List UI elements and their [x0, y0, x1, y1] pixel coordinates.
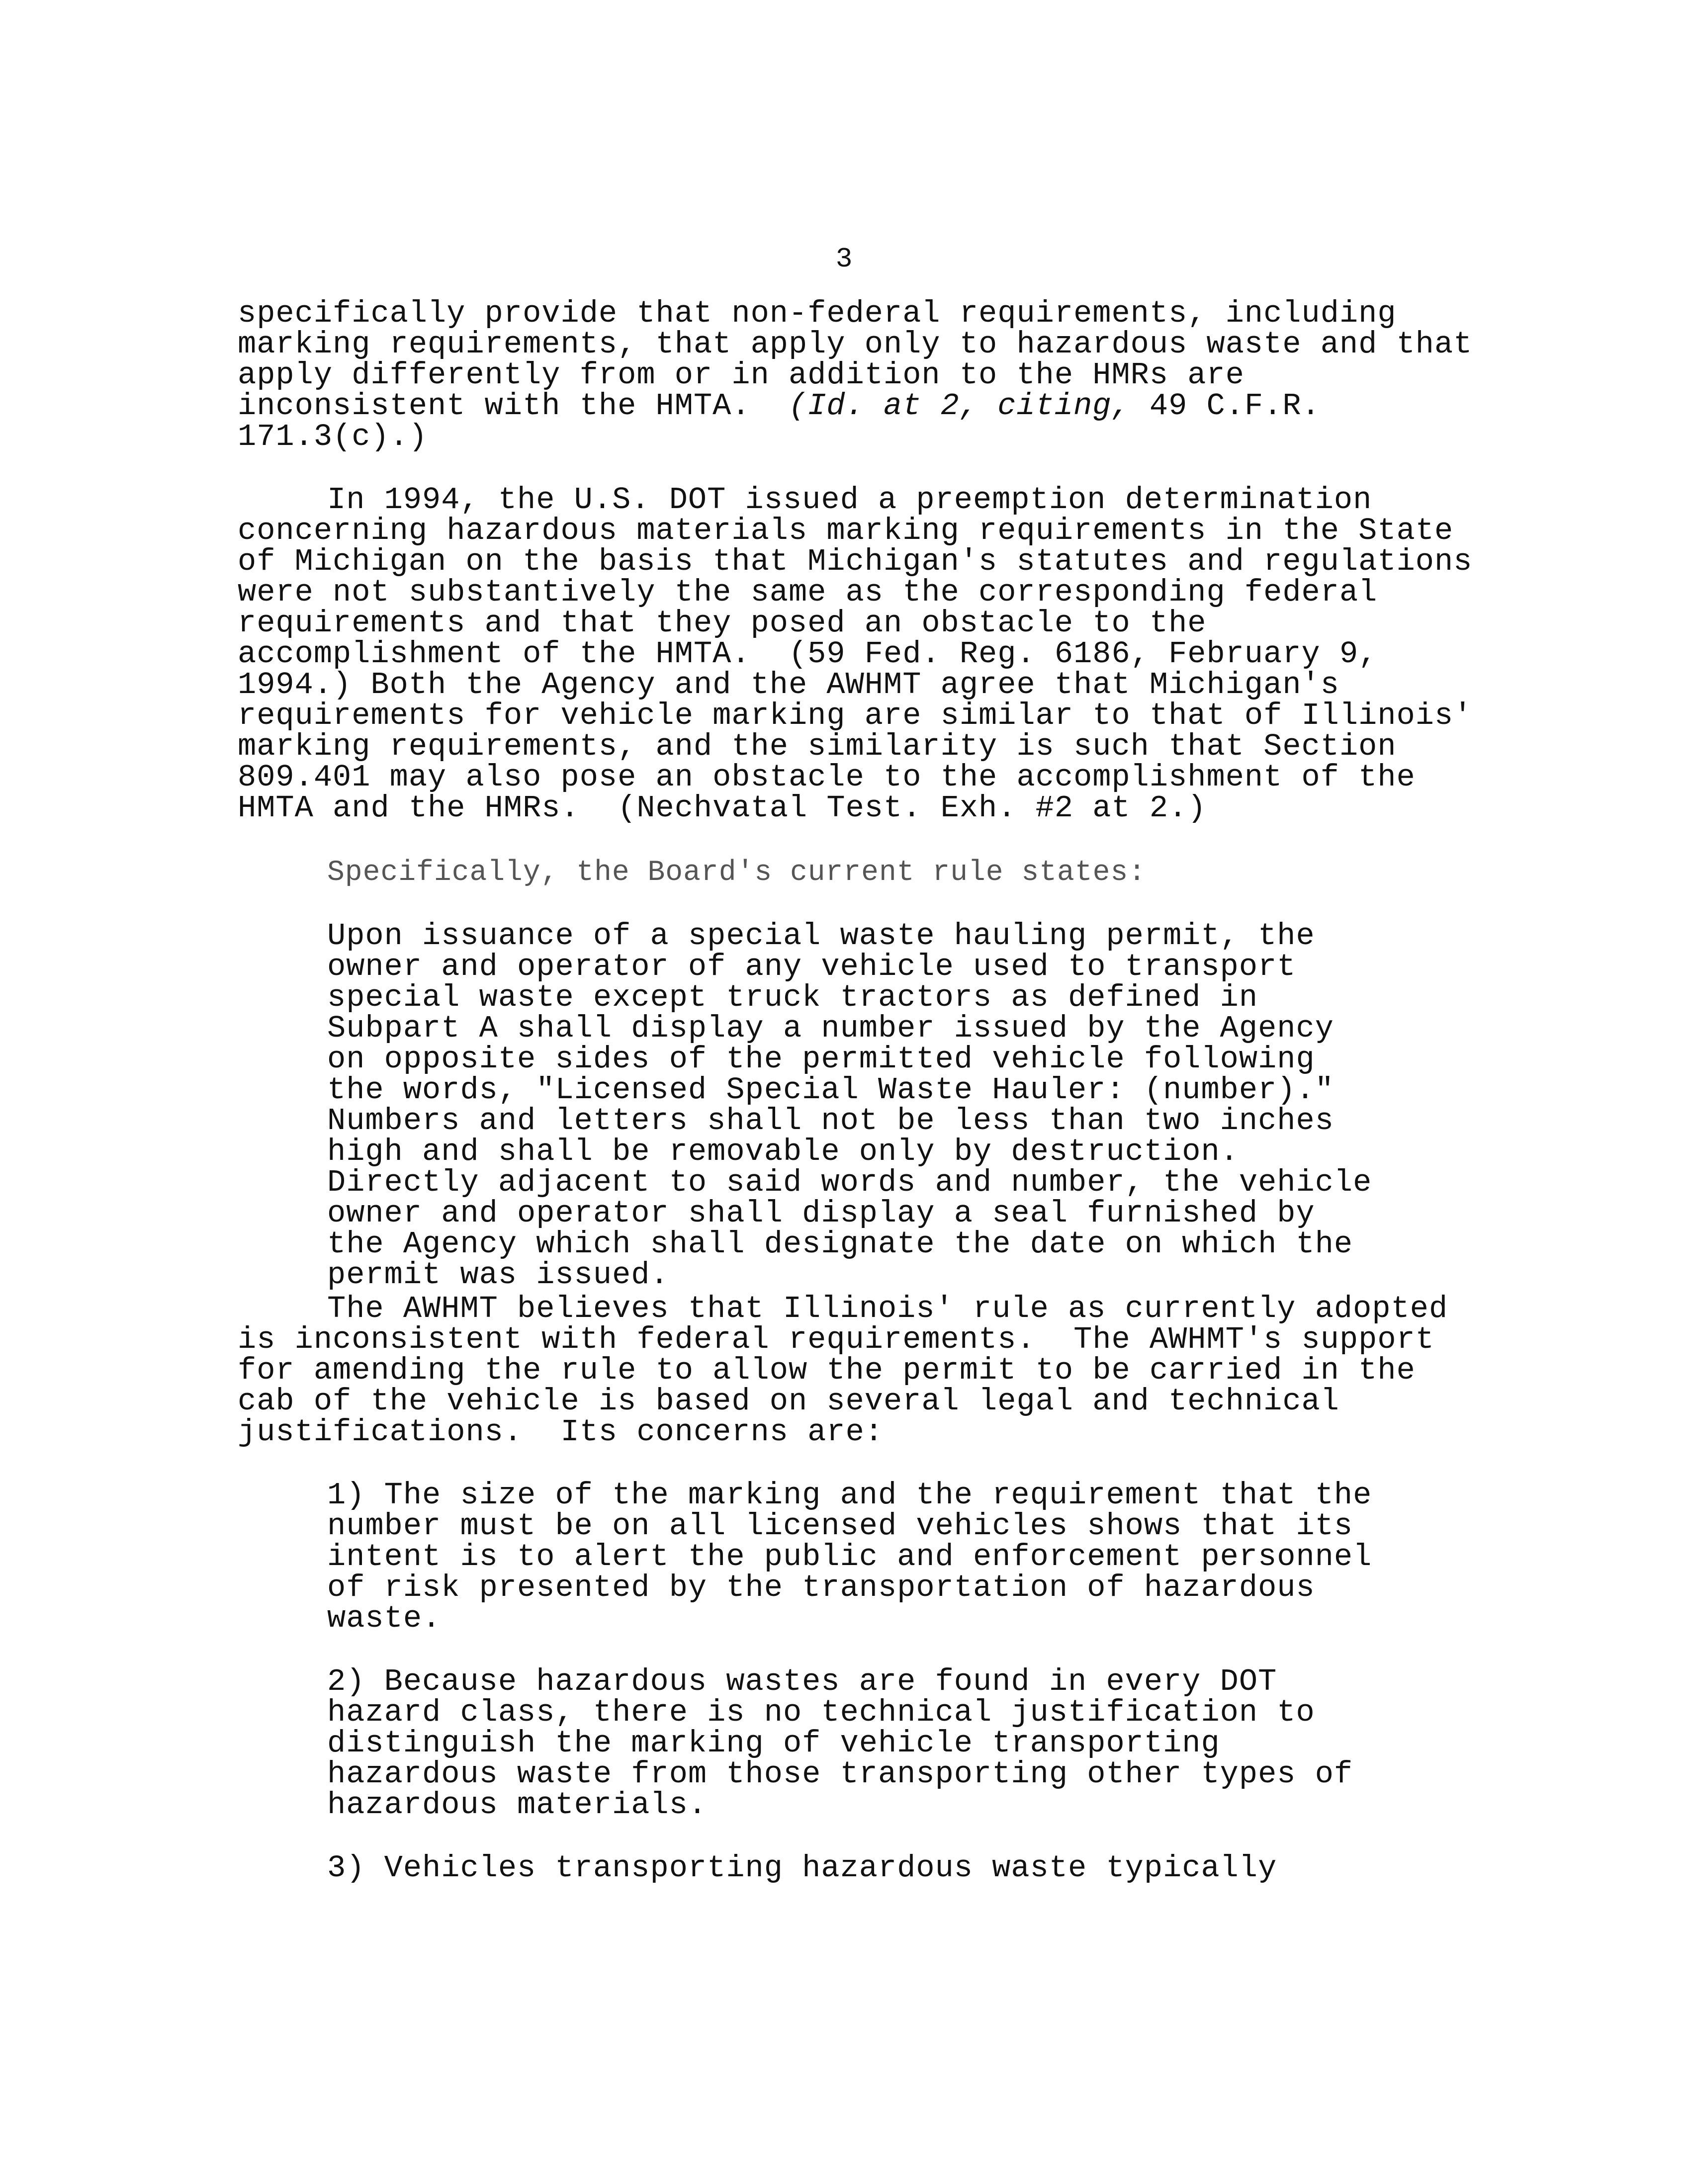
concern-item-2: 2) Because hazardous wastes are found in every DOT hazard class, there is no technical justification to distinguish the marking of vehicle transporting hazardous waste from those transporting other types of hazardous materials.	[327, 1664, 1353, 1823]
paragraph-hmr-inconsistency	[238, 298, 1472, 452]
rule-quotation: Upon issuance of a special waste hauling permit, the owner and operator of any vehicle used to transport special waste except truck tractors as defined in Subpart A shall display a number issued by the Agency on opposite sides of the permitted vehicle following the words, "Licensed Special Waste Hauler: (number)." Numbers and letters shall not be less than two inches high and shall be removable only by destruction. Directly adjacent to said words and number, the vehicle owner and operator shall display a seal furnished by the Agency which shall designate the date on which the permit was issued.	[327, 918, 1372, 1293]
citation-italic: (Id. at 2, citing,	[788, 388, 1131, 424]
page-number: 3	[835, 243, 853, 275]
concern-item-1: 1) The size of the marking and the requirement that the number must be on all licensed vehicles shows that its intent is to alert the public and enforcement personnel of risk presented by the transportation of hazardous waste.	[327, 1478, 1372, 1636]
paragraph-michigan-determination: In 1994, the U.S. DOT issued a preemption determination concerning hazardous materials marking requirements in the State of Michigan on the basis that Michigan's statutes and regulations were not substantively the same as the corresponding federal requirements and that they posed an obstacle to the accomplishment of the HMTA. (59 Fed. Reg. 6186, February 9, 1994.) Both the Agency and the AWHMT agree that Michigan's requirements for vehicle marking are similar to that of Illinois' marking requirements, and the similarity is such that Section 809.401 may also pose an obstacle to the accomplishment of the HMTA and the HMRs. (Nechvatal Test. Exh. #2 at 2.)	[238, 482, 1473, 826]
paragraph-text: specifically provide that non-federal requirements, including marking requirements, that apply only to hazardous waste and that apply differently from or in addition to the HMRs are inconsistent with the HMTA.	[238, 296, 1473, 424]
concern-item-3: 3) Vehicles transporting hazardous waste typically	[327, 1850, 1277, 1886]
rule-intro: Specifically, the Board's current rule states:	[327, 857, 1147, 889]
paragraph-text-end: 49 C.F.R. 171.3(c).)	[238, 388, 1321, 454]
paragraph-awhmt-position: The AWHMT believes that Illinois' rule as currently adopted is inconsistent with federal requirements. The AWHMT's support for amending the rule to allow the permit to be carried in the cab of the vehicle is based on several legal and technical justifications. Its concerns are:	[238, 1291, 1448, 1450]
